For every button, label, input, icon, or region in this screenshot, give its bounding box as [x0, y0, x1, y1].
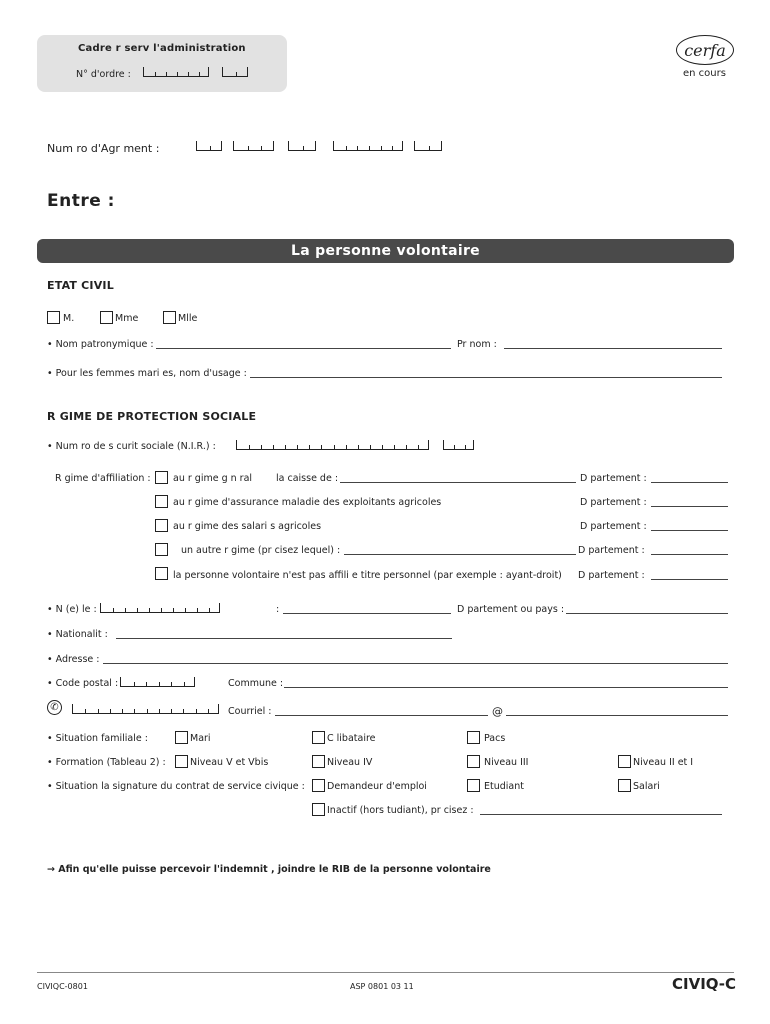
- inactif-field[interactable]: [480, 814, 722, 815]
- lieu-naissance-field[interactable]: [283, 613, 451, 614]
- nationalite-label: • Nationalit :: [47, 629, 108, 640]
- departement-label-1: D partement :: [580, 473, 647, 484]
- code-postal-label: • Code postal :: [47, 678, 119, 689]
- niveau-v-label: Niveau V et Vbis: [190, 757, 269, 768]
- comb-tick: [159, 682, 160, 686]
- protection-title: R GIME DE PROTECTION SOCIALE: [47, 410, 257, 423]
- adresse-label: • Adresse :: [47, 654, 100, 665]
- comb-tick: [418, 445, 419, 449]
- comb-tick: [465, 445, 466, 449]
- prenom-label: Pr nom :: [457, 339, 497, 350]
- nom-label: • Nom patronymique :: [47, 339, 154, 350]
- comb-tick: [248, 146, 249, 150]
- comb-tick: [429, 146, 430, 150]
- checkbox-niveau-iv[interactable]: [312, 755, 325, 768]
- comb-tick: [394, 445, 395, 449]
- checkbox-m[interactable]: [47, 311, 60, 324]
- comb-tick: [125, 608, 126, 612]
- checkbox-salarie[interactable]: [618, 779, 631, 792]
- comb-tick: [155, 72, 156, 76]
- comb-tick: [196, 709, 197, 713]
- comb-tick: [261, 146, 262, 150]
- demandeur-emploi-label: Demandeur d'emploi: [327, 781, 427, 792]
- courriel-user-field[interactable]: [275, 715, 488, 716]
- section-banner: [37, 239, 734, 263]
- checkbox-niveau-v[interactable]: [175, 755, 188, 768]
- comb-tick: [406, 445, 407, 449]
- cerfa-logo: cerfa: [676, 35, 734, 65]
- comb-tick: [85, 709, 86, 713]
- comb-tick: [159, 709, 160, 713]
- banner-title: La personne volontaire: [291, 243, 480, 259]
- comb-tick: [210, 146, 211, 150]
- comb-tick: [122, 709, 123, 713]
- comb-tick: [208, 709, 209, 713]
- comb-tick: [358, 445, 359, 449]
- comb-tick: [209, 608, 210, 612]
- regime-autre-field[interactable]: [344, 554, 576, 555]
- comb-tick: [134, 709, 135, 713]
- departement-label-2: D partement :: [580, 497, 647, 508]
- comb-tick: [188, 72, 189, 76]
- comb-tick: [110, 709, 111, 713]
- non-affilie-label: la personne volontaire n'est pas affili e titre personnel (par exemple : ayant-droit): [173, 570, 562, 581]
- salarie-label: Salari: [633, 781, 660, 792]
- niveau-iv-label: Niveau IV: [327, 757, 373, 768]
- civilite-mlle-label: Mlle: [178, 313, 198, 324]
- etudiant-label: Etudiant: [484, 781, 524, 792]
- comb-tick: [321, 445, 322, 449]
- comb-tick: [346, 445, 347, 449]
- comb-tick: [183, 709, 184, 713]
- comb-tick: [113, 608, 114, 612]
- comb-tick: [273, 445, 274, 449]
- affiliation-label: R gime d'affiliation :: [55, 473, 151, 484]
- footer-form-id: CIVIQ-C: [672, 975, 737, 993]
- comb-tick: [185, 608, 186, 612]
- nom-usage-field[interactable]: [250, 377, 722, 378]
- nir-label: • Num ro de s curit sociale (N.I.R.) :: [47, 441, 216, 452]
- checkbox-marie[interactable]: [175, 731, 188, 744]
- formation-label: • Formation (Tableau 2) :: [47, 757, 166, 768]
- departement-field-1[interactable]: [651, 482, 728, 483]
- comb-tick: [261, 445, 262, 449]
- checkbox-pacs[interactable]: [467, 731, 480, 744]
- regime-salaries-label: au r gime des salari s agricoles: [173, 521, 322, 532]
- situation-signature-label: • Situation la signature du contrat de service civique :: [47, 781, 305, 792]
- agrement-field-5[interactable]: [414, 141, 442, 151]
- colon-sep: :: [276, 604, 280, 615]
- departement-pays-field[interactable]: [566, 613, 728, 614]
- admin-title: Cadre r serv l'administration: [78, 43, 246, 54]
- prenom-field[interactable]: [504, 348, 722, 349]
- checkbox-regime-general[interactable]: [155, 471, 168, 484]
- comb-tick: [171, 682, 172, 686]
- nir-key-field[interactable]: [443, 440, 474, 450]
- departement-pays-label: D partement ou pays :: [457, 604, 565, 615]
- entre-heading: Entre :: [47, 191, 115, 211]
- regime-general-label: au r gime g n ral: [173, 473, 253, 484]
- departement-field-2[interactable]: [651, 506, 728, 507]
- footer-reference: ASP 0801 03 11: [350, 982, 414, 991]
- ordre-suffix-field[interactable]: [222, 67, 248, 77]
- checkbox-demandeur-emploi[interactable]: [312, 779, 325, 792]
- comb-tick: [346, 146, 347, 150]
- agrement-field-2[interactable]: [233, 141, 274, 151]
- comb-tick: [236, 72, 237, 76]
- departement-label-4: D partement :: [578, 545, 645, 556]
- comb-tick: [309, 445, 310, 449]
- civilite-m-label: M.: [63, 313, 75, 324]
- nationalite-field[interactable]: [116, 638, 452, 639]
- checkbox-mme[interactable]: [100, 311, 113, 324]
- comb-tick: [197, 608, 198, 612]
- comb-tick: [166, 72, 167, 76]
- agrement-field-3[interactable]: [288, 141, 316, 151]
- comb-tick: [454, 445, 455, 449]
- checkbox-regime-salaries-agricoles[interactable]: [155, 519, 168, 532]
- celibataire-label: C libataire: [327, 733, 376, 744]
- checkbox-niveau-iii[interactable]: [467, 755, 480, 768]
- situation-familiale-label: • Situation familiale :: [47, 733, 148, 744]
- comb-tick: [147, 709, 148, 713]
- comb-tick: [161, 608, 162, 612]
- comb-tick: [146, 682, 147, 686]
- departement-label-3: D partement :: [580, 521, 647, 532]
- comb-tick: [184, 682, 185, 686]
- ordre-label: N° d'ordre :: [76, 69, 131, 80]
- comb-tick: [382, 445, 383, 449]
- footer-divider: [37, 972, 734, 973]
- comb-tick: [334, 445, 335, 449]
- commune-field[interactable]: [284, 687, 728, 688]
- courriel-label: Courriel :: [228, 706, 272, 717]
- checkbox-regime-autre[interactable]: [155, 543, 168, 556]
- comb-tick: [370, 445, 371, 449]
- courriel-domain-field[interactable]: [506, 715, 728, 716]
- niveau-iii-label: Niveau III: [484, 757, 529, 768]
- comb-tick: [98, 709, 99, 713]
- regime-autre-label: un autre r gime (pr cisez lequel) :: [181, 545, 341, 556]
- comb-tick: [357, 146, 358, 150]
- cerfa-status: en cours: [683, 68, 726, 79]
- comb-tick: [381, 146, 382, 150]
- comb-tick: [149, 608, 150, 612]
- phone-icon: ✆: [47, 700, 62, 715]
- regime-exploitants-label: au r gime d'assurance maladie des exploitants agricoles: [173, 497, 442, 508]
- telephone-field[interactable]: [72, 704, 219, 714]
- date-naissance-field[interactable]: [100, 603, 220, 613]
- nom-usage-label: • Pour les femmes mari es, nom d'usage :: [47, 368, 247, 379]
- marie-label: Mari: [190, 733, 211, 744]
- comb-tick: [297, 445, 298, 449]
- footer-form-code: CIVIQC-0801: [37, 982, 88, 991]
- checkbox-etudiant[interactable]: [467, 779, 480, 792]
- rib-note: → Afin qu'elle puisse percevoir l'indemnit , joindre le RIB de la personne volontaire: [47, 864, 491, 875]
- caisse-field[interactable]: [340, 482, 576, 483]
- checkbox-non-affilie[interactable]: [155, 567, 168, 580]
- comb-tick: [303, 146, 304, 150]
- comb-tick: [177, 72, 178, 76]
- nir-field[interactable]: [236, 440, 429, 450]
- pacs-label: Pacs: [484, 733, 506, 744]
- niveau-ii-i-label: Niveau II et I: [633, 757, 694, 768]
- checkbox-inactif[interactable]: [312, 803, 325, 816]
- etat-civil-title: ETAT CIVIL: [47, 279, 114, 292]
- comb-tick: [392, 146, 393, 150]
- comb-tick: [199, 72, 200, 76]
- checkbox-celibataire[interactable]: [312, 731, 325, 744]
- comb-tick: [249, 445, 250, 449]
- adresse-field[interactable]: [103, 663, 728, 664]
- checkbox-mlle[interactable]: [163, 311, 176, 324]
- checkbox-niveau-ii-i[interactable]: [618, 755, 631, 768]
- civilite-mme-label: Mme: [115, 313, 139, 324]
- nom-field[interactable]: [156, 348, 451, 349]
- departement-field-3[interactable]: [651, 530, 728, 531]
- checkbox-regime-exploitants[interactable]: [155, 495, 168, 508]
- at-sign: @: [492, 705, 503, 718]
- commune-label: Commune :: [228, 678, 284, 689]
- ne-le-label: • N (e) le :: [47, 604, 97, 615]
- agrement-label: Num ro d'Agr ment :: [47, 142, 160, 155]
- comb-tick: [173, 608, 174, 612]
- comb-tick: [137, 608, 138, 612]
- departement-field-5[interactable]: [651, 579, 728, 580]
- agrement-field-4[interactable]: [333, 141, 403, 151]
- ordre-field[interactable]: [143, 67, 209, 77]
- inactif-label: Inactif (hors tudiant), pr cisez :: [327, 805, 474, 816]
- departement-label-5: D partement :: [578, 570, 645, 581]
- code-postal-field[interactable]: [120, 677, 195, 687]
- comb-tick: [171, 709, 172, 713]
- caisse-label: la caisse de :: [276, 473, 339, 484]
- comb-tick: [285, 445, 286, 449]
- agrement-field-1[interactable]: [196, 141, 222, 151]
- comb-tick: [134, 682, 135, 686]
- departement-field-4[interactable]: [651, 554, 728, 555]
- comb-tick: [369, 146, 370, 150]
